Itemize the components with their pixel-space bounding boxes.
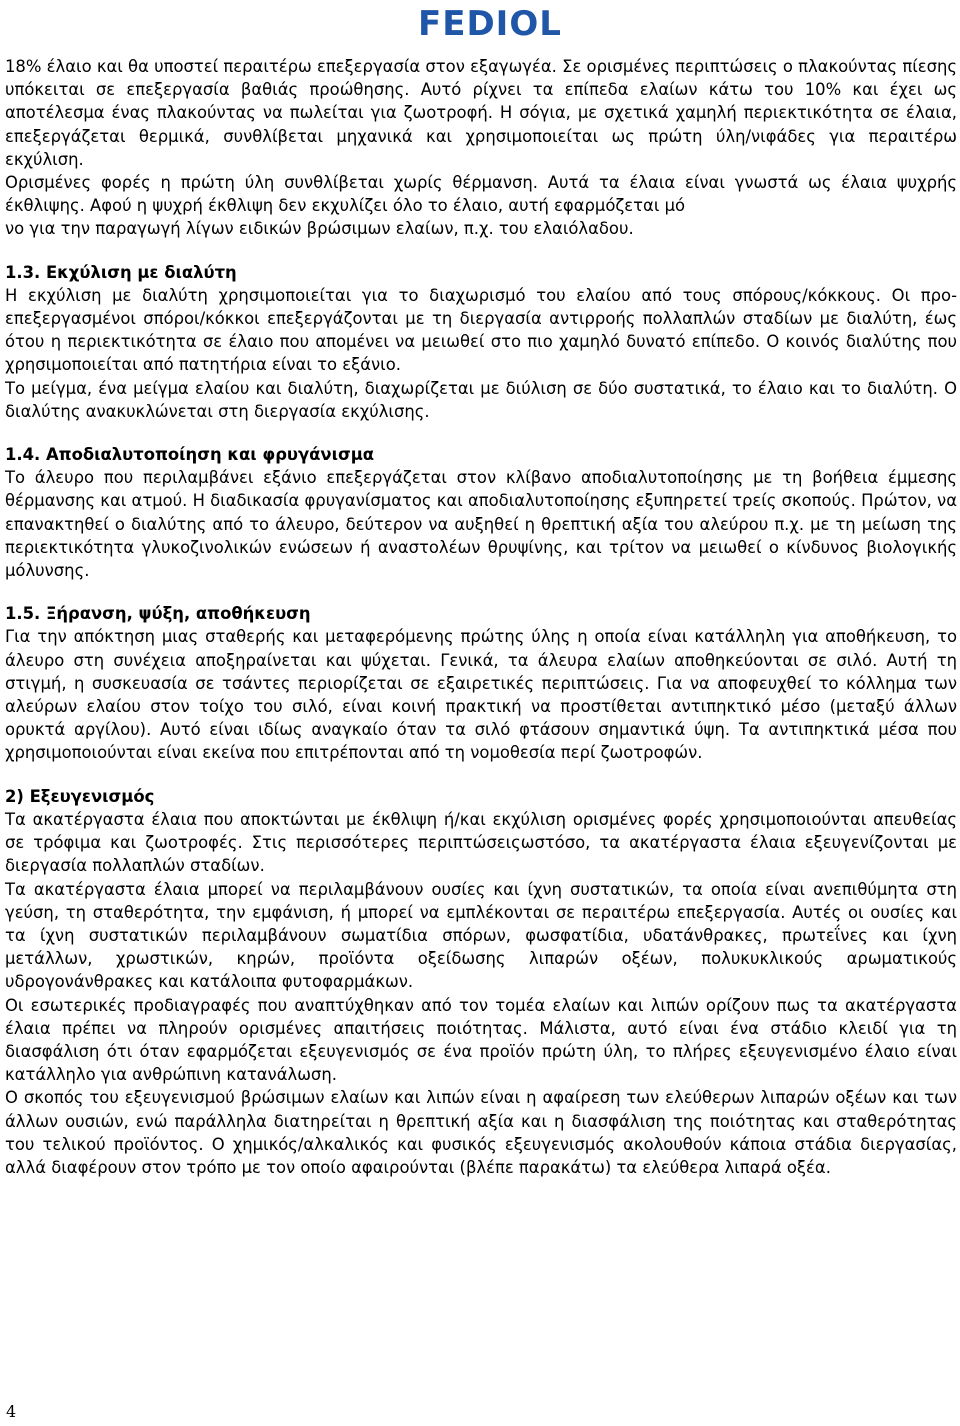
paragraph: Οι εσωτερικές προδιαγραφές που αναπτύχθηκαν από τον τομέα ελαίων και λιπών ορίζουν πως τα ακατέργαστα έλαια πρέπει να πληρούν ορισμένες απαιτήσεις ποιότητας. Μάλιστα, αυτό είναι ένα στάδιο κλειδί για τη διασφάλιση ότι όταν εφαρμόζεται εξευγενισμός σε ένα προϊόν πρώτη ύλη, το πλήρες εξευγενισμένο έλαιο είναι κατάλληλο για ανθρώπινη κατανάλωση.: [5, 995, 957, 1085]
section-heading-1-5: 1.5. Ξήρανση, ψύξη, αποθήκευση: [5, 604, 311, 624]
paragraph: Το άλευρο που περιλαμβάνει εξάνιο επεξεργάζεται στον κλίβανο αποδιαλυτοποίησης με τη βοήθεια έμμεσης θέρμανσης και ατμού. Η διαδικασία φρυγανίσματος και αποδιαλυτοποίησης εξυπηρετεί τρείς σκοπούς. Πρώτον, να επανακτηθεί ο διαλύτης από το άλευρο, δεύτερον να αυξηθεί η θρεπτική αξία του αλεύρου π.χ. με τη μείωση της περιεκτικότητα γλυκοζινολικών ενώσεων ή αναστολέων θρυψίνης, και τρίτον να μειωθεί ο κίνδυνος βιολογικής μόλυνσης.: [5, 468, 957, 581]
document-body: [5, 55, 957, 1179]
paragraph: Ο σκοπός του εξευγενισμού βρώσιμων ελαίων και λιπών είναι η αφαίρεση των ελεύθερων λιπαρών οξέων και των άλλων ουσιών, ενώ παράλληλα διατηρείται η θρεπτική αξία και η διασφάλιση της ποιότητας και σταθερότητας του τελικού προϊόντος. Ο χημικός/αλκαλικός και φυσικός εξευγενισμός ακολουθούν κάποια στάδια διεργασίας, αλλά διαφέρουν στον τρόπο με τον οποίο αφαιρούνται (βλέπε παρακάτω) τα ελεύθερα λιπαρά οξέα.: [5, 1088, 957, 1177]
paragraph: Η εκχύλιση με διαλύτη χρησιμοποιείται για το διαχωρισμό του ελαίου από τους σπόρους/κόκκους. Οι προ-επεξεργασμένοι σπόροι/κόκκοι επεξεργάζονται με τη διεργασία αντιρροής πολλαπλών σταδίων με διαλύτη, έως ότου η περιεκτικότητα σε έλαιο που απομένει να μειωθεί στο πιο χαμηλό δυνατό επίπεδο. Ο κοινός διαλύτης που χρησιμοποιείται από πατητήρια είναι το εξάνιο.: [5, 285, 957, 375]
paragraph: 18% έλαιο και θα υποστεί περαιτέρω επεξεργασία στον εξαγωγέα. Σε ορισμένες περιπτώσεις ο πλακούντας πίεσης υπόκειται σε επεξεργασία βαθιάς προώθησης. Αυτό ρίχνει τα επίπεδα ελαίων κάτω του 10% και έχει ως αποτέλεσμα ένας πλακούντας να πωλείται για ζωοτροφή. Η σόγια, με σχετικά χαμηλή περιεκτικότητα σε έλαια, επεξεργάζεται θερμικά, συνθλίβεται μηχανικά και χρησιμοποιείται ως πρώτη ύλη/νιφάδες για περαιτέρω εκχύλιση.: [5, 57, 957, 169]
paragraph: Ορισμένες φορές η πρώτη ύλη συνθλίβεται χωρίς θέρμανση. Αυτά τα έλαια είναι γνωστά ως έλαια ψυχρής έκθλιψης. Αφού η ψυχρή έκθλιψη δεν εκχυλίζει όλο το έλαιο, αυτή εφαρμόζεται μό: [5, 173, 957, 216]
fediol-logo: FEDIOL: [418, 4, 562, 44]
section-heading-1-4: 1.4. Αποδιαλυτοποίηση και φρυγάνισμα: [5, 445, 375, 465]
paragraph: Για την απόκτηση μιας σταθερής και μεταφερόμενης πρώτης ύλης η οποία είναι κατάλληλη για αποθήκευση, το άλευρο στη συνέχεια αποξηραίνεται και ψύχεται. Γενικά, τα άλευρα ελαίων αποθηκεύονται σε σιλό. Αυτή τη στιγμή, η συσκευασία σε τσάντες περιορίζεται σε εξαιρετικές περιπτώσεις. Για να αποφευχθεί το κόλλημα των αλεύρων ελαίου στον τοίχο του σιλό, είναι κοινή πρακτική να προστίθεται αντιπηκτικό μέσο (μεταξύ άλλων ορυκτά αργίλου). Αυτό είναι ιδίως αναγκαίο όταν τα σιλό φτάσουν σημαντικά ύψη. Τα αντιπηκτικά μέσα που χρησιμοποιούνται είναι εκείνα που επιτρέπονται από τη νομοθεσία περί ζωοτροφών.: [5, 627, 957, 763]
paragraph: Το μείγμα, ένα μείγμα ελαίου και διαλύτη, διαχωρίζεται με διύλιση σε δύο συστατικά, το έλαιο και το διαλύτη. Ο διαλύτης ανακυκλώνεται στη διεργασία εκχύλισης.: [5, 378, 957, 421]
page-number: 4: [6, 1402, 17, 1421]
section-heading-2: 2) Εξευγενισμός: [5, 786, 155, 806]
section-heading-1-3: 1.3. Εκχύλιση με διαλύτη: [5, 262, 237, 282]
paragraph: νο για την παραγωγή λίγων ειδικών βρώσιμων ελαίων, π.χ. του ελαιόλαδου.: [5, 219, 634, 239]
paragraph: Τα ακατέργαστα έλαια μπορεί να περιλαμβάνουν ουσίες και ίχνη συστατικών, τα οποία είναι ανεπιθύμητα στη γεύση, τη σταθερότητα, την εμφάνιση, ή μπορεί να εμπλέκονται σε περαιτέρω επεξεργασία. Αυτές οι ουσίες και τα ίχνη συστατικών περιλαμβάνουν σωματίδια σπόρων, φωσφατίδια, υδατάνθρακες, πρωτεΐνες και ίχνη μετάλλων, χρωστικών, κηρών, προϊόντα οξείδωσης λιπαρών οξέων, πολυκυκλικούς αρωματικούς υδρογονάνθρακες και κατάλοιπα φυτοφαρμάκων.: [5, 879, 957, 992]
paragraph: Τα ακατέργαστα έλαια που αποκτώνται με έκθλιψη ή/και εκχύλιση ορισμένες φορές χρησιμοποιούνται απευθείας σε τρόφιμα και ζωοτροφές. Στις περισσότερες περιπτώσειςωστόσο, τα ακατέργαστα έλαια εξευγενίζονται με διεργασία πολλαπλών σταδίων.: [5, 809, 957, 876]
